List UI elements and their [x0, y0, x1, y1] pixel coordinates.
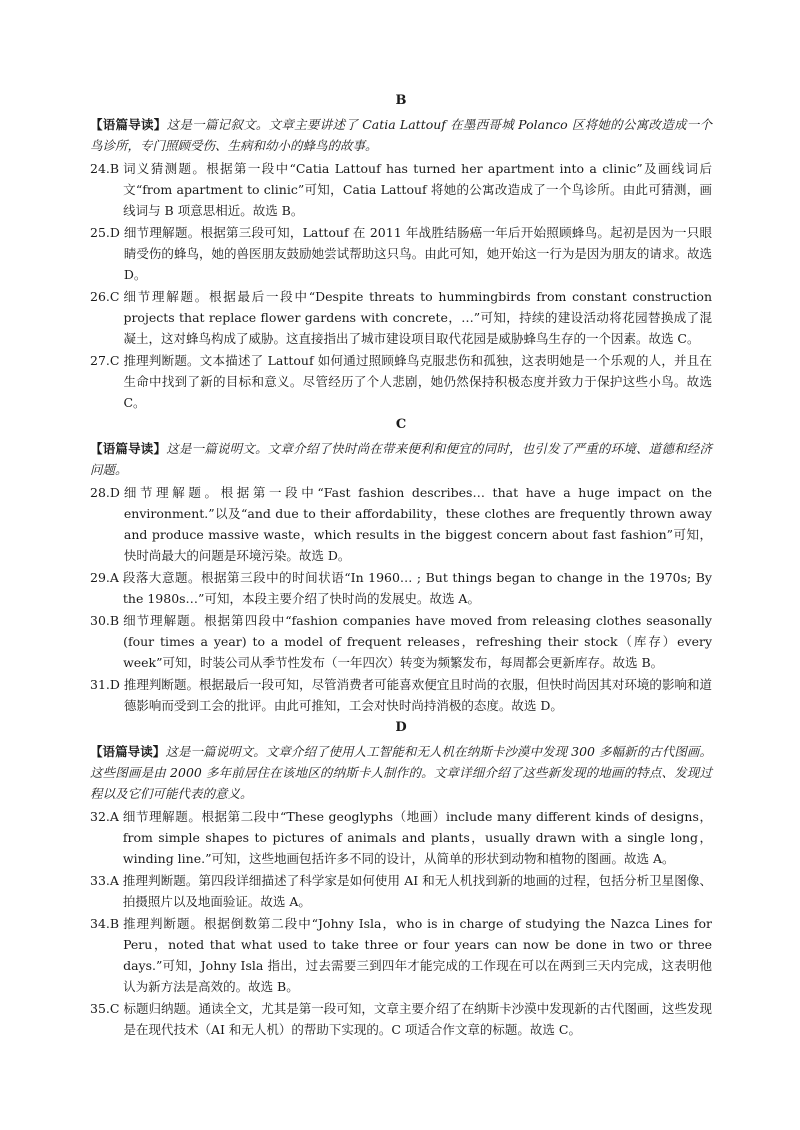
item-number: 34.B	[90, 916, 120, 931]
answer-item-27	[90, 350, 712, 413]
item-explanation: 推理判断题。根据最后一段可知，尽管消费者可能喜欢便宜且时尚的衣服，但快时尚因其对环境的影响和道德影响而受到工会的批评。由此可推知，工会对快时尚持消极的态度。故选 D。	[123, 677, 712, 713]
item-explanation: 细节理解题。根据第三段可知，Lattouf 在 2011 年战胜结肠癌一年后开始照顾蜂鸟。起初是因为一只眼睛受伤的蜂鸟，她的兽医朋友鼓励她尝试帮助这只鸟。由此可知，她开始这一行为是因为朋友的请求。故选 D。	[123, 225, 712, 282]
answer-key-page	[90, 92, 712, 1041]
passage-guide-b	[90, 114, 712, 156]
item-number: 27.C	[90, 353, 120, 368]
answer-item-29	[90, 567, 712, 609]
answer-item-25	[90, 222, 712, 285]
passage-guide-d	[90, 741, 712, 804]
guide-tag: 【语篇导读】	[90, 117, 167, 132]
item-explanation: 推理判断题。根据倒数第二段中“Johny Isla，who is in charge of studying the Nazca Lines for Peru，noted that what used to take three or four years can now be done in two or three days.”可知，Johny Isla 指出，过去需要三到四年才能完成的工作现在可以在两到三天内完成，这表明他认为新方法是高效的。故选 B。	[123, 916, 712, 994]
passage-guide-c	[90, 438, 712, 480]
item-explanation: 推理判断题。文本描述了 Lattouf 如何通过照顾蜂鸟克服悲伤和孤独，这表明她是一个乐观的人，并且在生命中找到了新的目标和意义。尽管经历了个人悲剧，她仍然保持积极态度并致力于保护这些小鸟。故选 C。	[123, 353, 712, 410]
answer-item-28	[90, 482, 712, 566]
item-explanation: 段落大意题。根据第三段中的时间状语“In 1960… ; But things began to change in the 1970s; By the 1980s…”可知，本段主要介绍了快时尚的发展史。故选 A。	[122, 570, 712, 606]
item-explanation: 标题归纳题。通读全文，尤其是第一段可知，文章主要介绍了在纳斯卡沙漠中发现新的古代图画，这些发现是在现代技术（AI 和无人机）的帮助下实现的。C 项适合作文章的标题。故选 C。	[123, 1001, 712, 1037]
item-explanation: 词义猜测题。根据第一段中“Catia Lattouf has turned her apartment into a clinic”及画线词后文“from apartment to clinic”可知，Catia Lattouf 将她的公寓改造成了一个鸟诊所。由此可猜测，画线词与 B 项意思相近。故选 B。	[123, 161, 712, 218]
guide-text: 这是一篇说明文。文章介绍了快时尚在带来便利和便宜的同时，也引发了严重的环境、道德和经济问题。	[90, 441, 712, 477]
answer-item-32	[90, 806, 712, 869]
item-explanation: 细节理解题。根据最后一段中“Despite threats to hummingbirds from constant construction projects that replace flower gardens with concrete，…”可知，持续的建设活动将花园替换成了混凝土，这对蜂鸟构成了威胁。这直接指出了城市建设项目取代花园是威胁蜂鸟生存的一个因素。故选 C。	[123, 289, 712, 346]
item-number: 30.B	[90, 613, 120, 628]
section-letter-d: D	[395, 720, 407, 735]
item-explanation: 细节理解题。根据第二段中“These geoglyphs（地画）include many different kinds of designs，from simple shapes to pictures of animals and plants，usually drawn with a single long，winding line.”可知，这些地画包括许多不同的设计，从简单的形状到动物和植物的图画。故选 A。	[122, 809, 712, 866]
answer-item-35	[90, 998, 712, 1040]
section-letter-b: B	[395, 93, 407, 108]
item-explanation: 推理判断题。第四段详细描述了科学家是如何使用 AI 和无人机找到新的地画的过程，包括分析卫星图像、拍摄照片以及地面验证。故选 A。	[122, 873, 712, 909]
guide-tag: 【语篇导读】	[90, 441, 167, 456]
answer-item-30	[90, 610, 712, 673]
answer-item-24	[90, 158, 712, 221]
item-number: 24.B	[90, 161, 120, 176]
guide-text: 这是一篇记叙文。文章主要讲述了 Catia Lattouf 在墨西哥城 Polanco 区将她的公寓改造成一个鸟诊所，专门照顾受伤、生病和幼小的蜂鸟的故事。	[90, 117, 712, 153]
answer-item-31	[90, 674, 712, 716]
item-number: 35.C	[90, 1001, 120, 1016]
item-number: 28.D	[90, 485, 120, 500]
guide-text: 这是一篇说明文。文章介绍了使用人工智能和无人机在纳斯卡沙漠中发现 300 多幅新的古代图画。这些图画是由 2000 多年前居住在该地区的纳斯卡人制作的。文章详细介绍了这些新发现的地画的特点、发现过程以及它们可能代表的意义。	[90, 744, 712, 801]
item-number: 32.A	[90, 809, 119, 824]
section-letter-c: C	[395, 417, 407, 432]
answer-item-34	[90, 913, 712, 997]
item-explanation: 细节理解题。根据第四段中“fashion companies have moved from releasing clothes seasonally (four times a year) to a model of frequent releases，refreshing their stock（库存）every week”可知，时装公司从季节性发布（一年四次）转变为频繁发布，每周都会更新库存。故选 B。	[123, 613, 712, 670]
item-number: 25.D	[90, 225, 120, 240]
item-number: 29.A	[90, 570, 119, 585]
answer-item-26	[90, 286, 712, 349]
item-number: 26.C	[90, 289, 120, 304]
item-number: 31.D	[90, 677, 120, 692]
item-number: 33.A	[90, 873, 119, 888]
answer-item-33	[90, 870, 712, 912]
item-explanation: 细节理解题。根据第一段中“Fast fashion describes… that have a huge impact on the environment.”以及“and due to their affordability，these clothes are frequently thrown away and produce massive waste，which results in the biggest concern about fast fashion”可知，快时尚最大的问题是环境污染。故选 D。	[123, 485, 712, 563]
guide-tag: 【语篇导读】	[90, 744, 166, 759]
